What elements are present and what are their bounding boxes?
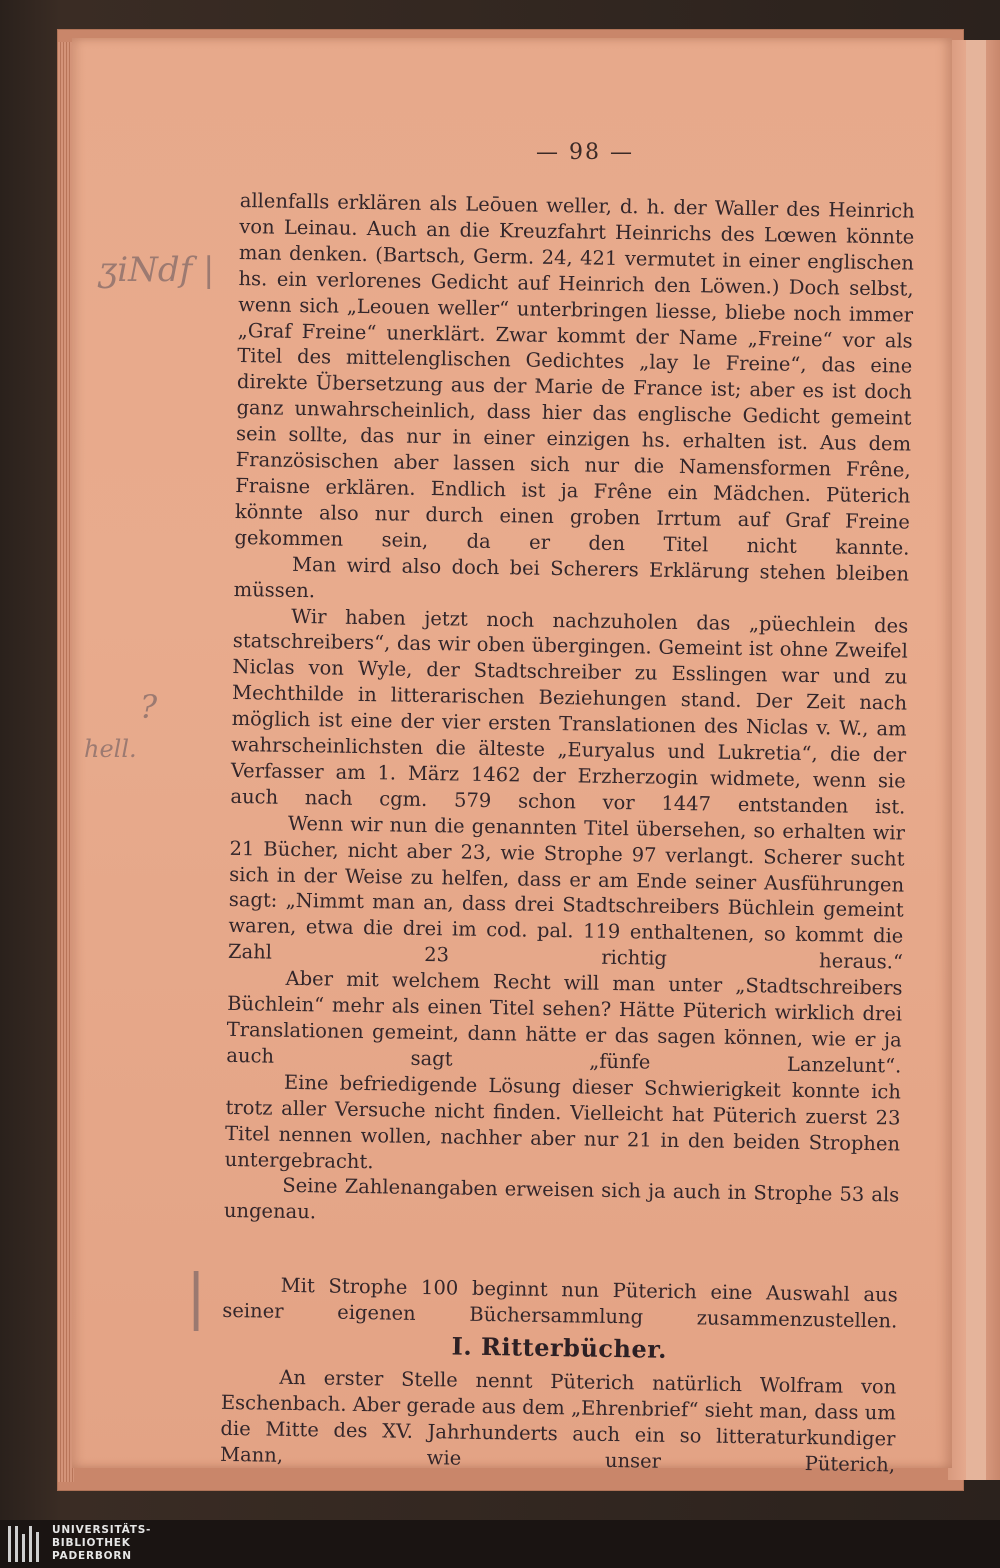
paragraph-1: allenfalls erklären als Leōuen weller, d. h. der Waller des Heinrich von Leinau. Auch an die Kreuzfahrt Heinrichs des Lœwen könnte man denken. (Bartsch, Germ. 24, 421 vermutet in einer englischen hs. ein verlorenes Gedicht auf Heinrich den Löwen.) Doch selbst, wenn sich „Leouen weller“ unterbringen liesse, bliebe noch immer „Graf Freine“ unerklärt. Zwar kommt der Name „Freine“ vor als Titel des mittelenglischen Gedichtes „lay le Freine“, das eine direkte Übersetzung aus der Marie de France ist; aber es ist doch ganz unwahrscheinlich, dass hier das englische Gedicht gemeint sein sollte, das nur in einer einzigen hs. erhalten ist. Aus dem Französischen aber lassen sich nur die Namensformen Frêne, Fraisne erklären. Endlich ist ja Frêne ein Mädchen. Püterich könnte also nur durch einen groben Irrtum auf Graf Freine gekommen sein, da er den Titel nicht kannte.	[234, 188, 915, 560]
logo-line-1: UNIVERSITÄTS-	[52, 1524, 152, 1536]
logo-line-2: BIBLIOTHEK	[52, 1537, 131, 1549]
body-text	[220, 188, 915, 1478]
page-number: — 98 —	[536, 140, 634, 165]
section-heading: I. Ritterbücher.	[451, 1331, 668, 1364]
section-paragraph: An erster Stelle nennt Püterich natürlich Wolfram von Eschenbach. Aber gerade aus dem „Ehrenbrief“ sieht man, dass um die Mitte des XV. Jahrhunderts auch ein so litteraturkundiger Mann, wie unser Püterich,	[219, 1365, 897, 1477]
paragraph-2: Man wird also doch bei Scherers Erklärung stehen bleiben müssen.	[233, 552, 910, 602]
margin-note-1: ʒiNdf |	[98, 250, 215, 290]
library-logo	[8, 1522, 208, 1566]
margin-note-2: ?	[140, 688, 158, 726]
paragraph-5: Aber mit welchem Recht will man unter „Stadtschreibers Büchlein“ mehr als einen Titel sehen? Hätte Püterich wirklich drei Translationen gemeint, dann hätte er das sagen können, wie er ja auch sagt „fünfe Lanzelunt“.	[226, 967, 903, 1078]
paragraph-after-gap: Mit Strophe 100 beginnt nun Püterich eine Auswahl aus seiner eigenen Büchersammlung zusammenzustellen.	[222, 1274, 898, 1333]
paragraph-3: Wir haben jetzt noch nachzuholen das „püechlein des statschreibers“, das wir oben übergingen. Gemeint ist ohne Zweifel Niclas von Wyle, der Stadtschreiber zu Esslingen war und zu Mechthilde in litterarischen Beziehungen stand. Der Zeit nach möglich ist eine der vier ersten Translationen des Niclas v. W., am wahrscheinlichsten die älteste „Euryalus und Lukretia“, die der Verfasser am 1. März 1462 der Erzherzogin widmete, wenn sie auch nach cgm. 579 schon vor 1447 entstanden ist.	[230, 604, 909, 819]
margin-note-3: hell.	[84, 735, 137, 763]
margin-note-4: |	[186, 1262, 207, 1332]
next-page-edge	[948, 40, 1000, 1480]
paragraph-4: Wenn wir nun die genannten Titel übersehen, so erhalten wir 21 Bücher, nicht aber 23, wie Strophe 97 verlangt. Scherer sucht sich in der Weise zu helfen, dass er am Ende seiner Ausführungen sagt: „Nimmt man an, dass drei Stadtschreibers Büchlein gemeint waren, etwa die drei im cod. pal. 119 enthaltenen, so kommt die Zahl 23 richtig heraus.“	[227, 811, 906, 974]
paragraph-6: Eine befriedigende Lösung dieser Schwierigkeit konnte ich trotz aller Versuche nicht finden. Vielleicht hat Püterich zuerst 23 Titel nennen wollen, nachher aber nur 21 in den beiden Strophen untergebracht.	[224, 1070, 902, 1173]
logo-line-3: PADERBORN	[52, 1550, 132, 1562]
paragraph-7: Seine Zahlenangaben erweisen sich ja auch in Strophe 53 als ungenau.	[223, 1174, 900, 1224]
